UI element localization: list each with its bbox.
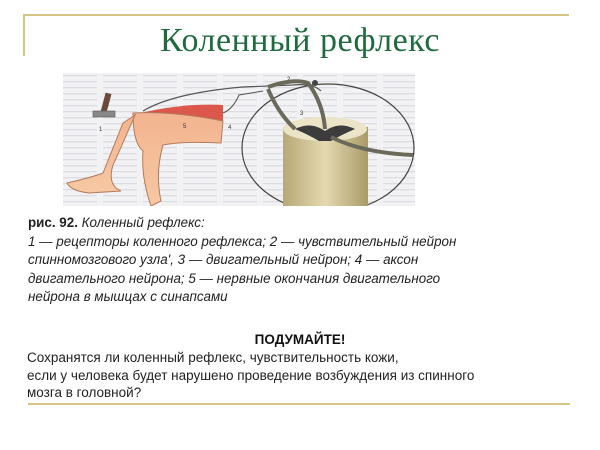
svg-text:2: 2 [287, 77, 291, 83]
question-line: Сохранятся ли коленный рефлекс, чувствительность кожи, [27, 350, 399, 365]
question-line: мозга в головной? [27, 385, 142, 400]
think-heading: ПОДУМАЙТЕ! [254, 332, 346, 347]
frame-bottom-line [28, 403, 570, 405]
svg-text:1: 1 [99, 127, 103, 133]
question-line: если у человека будет нарушено проведение возбуждения из спинного [27, 367, 475, 383]
figure-caption [28, 214, 588, 307]
svg-text:3: 3 [300, 111, 304, 117]
frame-top-line [24, 14, 569, 16]
caption-figure-name: Коленный рефлекс: [77, 215, 205, 230]
caption-line: нейрона в мышцах с синапсами [28, 289, 228, 305]
caption-title-line [28, 214, 588, 233]
think-question [27, 349, 587, 402]
svg-text:5: 5 [183, 124, 187, 130]
caption-figure-number: рис. 92. [28, 215, 78, 230]
knee-reflex-figure [63, 73, 415, 206]
caption-line: 1 — рецепторы коленного рефлекса; 2 — чувствительный нейрон [28, 233, 457, 249]
slide-title: Коленный рефлекс [159, 22, 441, 59]
caption-line: спинномозгового узла', 3 — двигательный нейрон; 4 — аксон [28, 252, 419, 268]
svg-text:4: 4 [228, 125, 232, 131]
caption-line: двигательного нейрона; 5 — нервные окончания двигательного [28, 270, 441, 286]
